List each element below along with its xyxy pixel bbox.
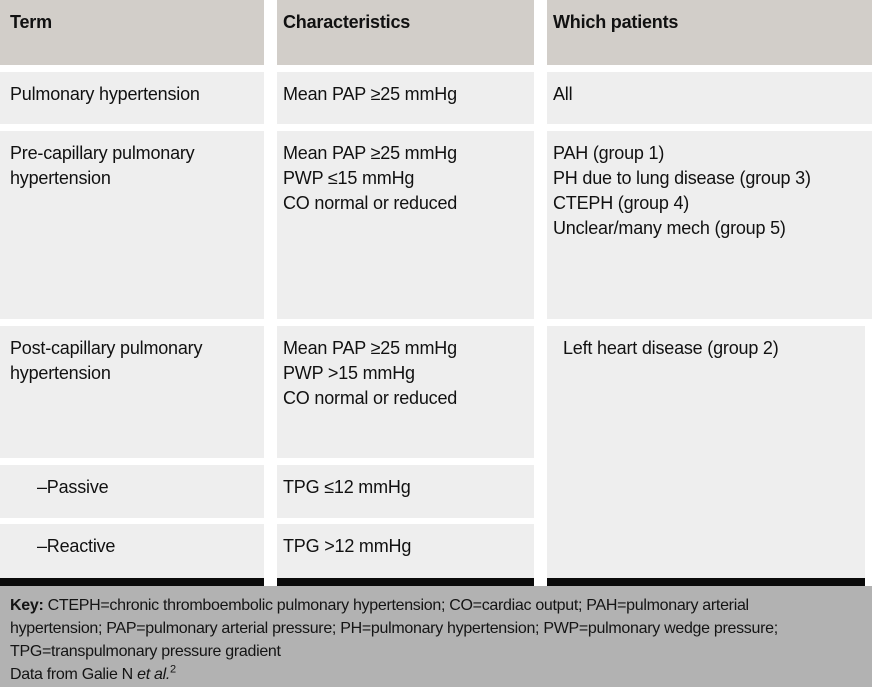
bottom-rule-segment [547,578,865,586]
characteristic-line: CO normal or reduced [283,388,458,408]
characteristic-line: PWP >15 mmHg [283,363,415,383]
characteristics-cell [277,326,534,458]
characteristic-line: CO normal or reduced [283,193,458,213]
characteristics-cell [277,524,534,578]
data-source-etal: et al. [137,666,170,683]
patients-cell-left-heart-disease [547,326,865,578]
characteristic-line: Mean PAP ≥25 mmHg [283,338,457,358]
term-cell-pre-capillary: Pre-capillary pulmonary hypertension [0,131,264,319]
characteristic-line: Mean PAP ≥25 mmHg [283,143,457,163]
characteristic-line: Mean PAP ≥25 mmHg [283,84,457,104]
header-cell-which-patients: Which patients [547,0,872,65]
data-source-prefix: Data from Galie N [10,666,138,683]
key-label: Key: [10,597,44,614]
patients-cell [547,131,872,319]
data-source-reference: 2 [169,663,176,676]
characteristics-cell [277,72,534,124]
term-cell-reactive: –Reactive [0,524,264,578]
footer-key [0,586,872,687]
data-source [10,663,836,686]
key-body: CTEPH=chronic thromboembolic pulmonary hypertension; CO=cardiac output; PAH=pulmonary arterial hypertension; PAP=pulmonary arterial pressure; PH=pulmonary hypertension; PWP=pulmonary wedge pressure; TPG=transpulmonary pressure gradient [10,597,778,660]
header-cell-characteristics: Characteristics [277,0,534,65]
patients-line: All [553,84,573,104]
bottom-rule-segment [277,578,534,586]
patients-line: PH due to lung disease (group 3) [553,168,811,188]
abbreviation-key [10,594,836,663]
term-cell-passive: –Passive [0,465,264,518]
patients-line: CTEPH (group 4) [553,193,690,213]
term-cell-pulmonary-hypertension: Pulmonary hypertension [0,72,264,124]
characteristic-line: TPG ≤12 mmHg [283,477,411,497]
patients-cell [547,72,872,124]
bottom-rule-segment [0,578,264,586]
patients-line: Left heart disease (group 2) [563,338,779,358]
patients-line: PAH (group 1) [553,143,665,163]
term-cell-post-capillary: Post-capillary pulmonary hypertension [0,326,264,458]
characteristic-line: TPG >12 mmHg [283,536,412,556]
characteristics-cell [277,465,534,518]
header-cell-term: Term [0,0,264,65]
characteristics-cell [277,131,534,319]
characteristic-line: PWP ≤15 mmHg [283,168,415,188]
patients-line: Unclear/many mech (group 5) [553,218,786,238]
